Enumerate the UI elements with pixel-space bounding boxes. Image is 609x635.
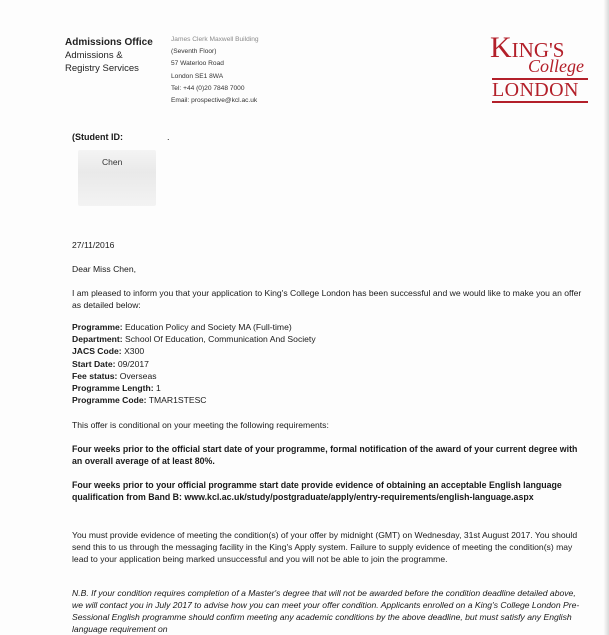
address-floor: (Seventh Floor) [171, 48, 217, 56]
letter-date: 27/11/2016 [72, 240, 115, 250]
requirement-degree: Four weeks prior to the official start date of your programme, formal notification of the award of your current degree with an overall average of at least 80%. [72, 444, 578, 466]
address-tel: Tel: +44 (0)20 7848 7000 [171, 84, 245, 92]
logo-college: College [528, 56, 584, 76]
student-name: Chen [102, 157, 123, 167]
detail-programme: Programme: Education Policy and Society MA (Full-time) [72, 322, 292, 332]
requirement-english: Four weeks prior to your official programme start date provide evidence of obtaining an acceptable English language qualification from Band B: www.kcl.ac.uk/study/postgraduate/apply/entry-requirements/english-language.aspx [72, 480, 562, 502]
office-line-2: Registry Services [65, 63, 139, 74]
detail-department: Department: School Of Education, Communication And Society [72, 334, 316, 345]
nb-paragraph: N.B. If your condition requires completion of a Master's degree that will not be awarded before the condition deadline detailed above, we will contact you in July 2017 to advise how you can meet your offer condition. Applicants enrolled on a King's College London Pre-Sessional English programme should confirm meeting any academic conditions by the above deadline, but must satisfy any English language requirement on [72, 588, 580, 634]
page-edge-shadow [603, 0, 609, 635]
office-title: Admissions Office [65, 37, 153, 48]
intro-paragraph: I am pleased to inform you that your application to King's College London has been successful and we would like to make you an offer as detailed below: [72, 288, 582, 310]
detail-start-date: Start Date: 09/2017 [72, 358, 149, 369]
student-id: (Student ID: . [72, 132, 170, 142]
logo-kings: KING'S [490, 31, 565, 64]
detail-jacs-code: JACS Code: X300 [72, 346, 145, 357]
office-line-1: Admissions & [65, 50, 123, 61]
logo-london: LONDON [492, 79, 579, 101]
detail-programme-code: Programme Code: TMAR1STESC [72, 395, 207, 406]
salutation: Dear Miss Chen, [72, 264, 136, 274]
address-street: 57 Waterloo Road [171, 60, 224, 68]
detail-fee-status: Fee status: Overseas [72, 370, 157, 381]
programme-details [72, 321, 582, 406]
kings-college-london-logo [490, 33, 590, 103]
address-building: James Clerk Maxwell Building [171, 36, 259, 43]
detail-programme-length: Programme Length: 1 [72, 383, 161, 394]
admissions-office-block [65, 36, 153, 75]
address-email: Email: prospective@kcl.ac.uk [171, 97, 258, 105]
address-city: London SE1 8WA [171, 72, 224, 80]
address-block [171, 34, 259, 107]
evidence-paragraph: You must provide evidence of meeting the condition(s) of your offer by midnight (GMT) on Wednesday, 31st August 2017. You should send this to us through the messaging facility in the King's Apply system. Failure to supply evidence of meeting the condition(s) may lead to your application being marked unsuccessful and you will not be able to join the programme. [72, 530, 578, 564]
logo-rule-bottom [492, 101, 588, 103]
conditional-statement: This offer is conditional on your meeting the following requirements: [72, 420, 329, 430]
